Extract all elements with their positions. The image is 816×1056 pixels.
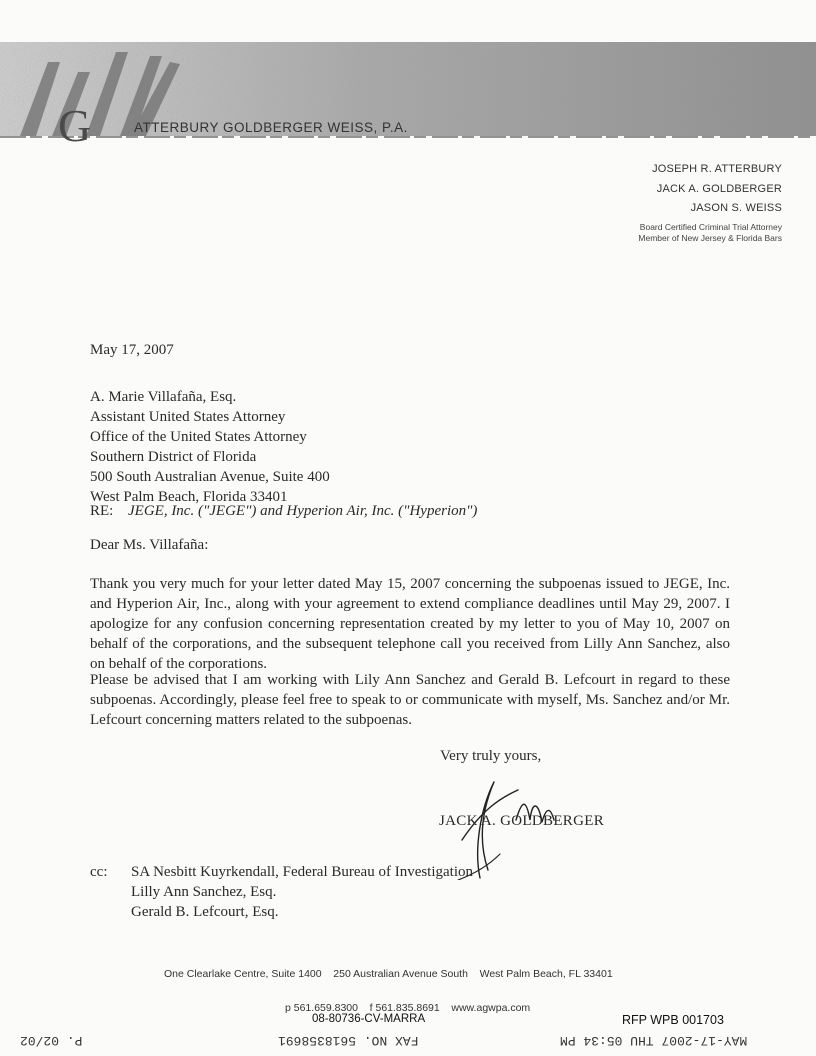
cc-label: cc: xyxy=(90,864,108,880)
credential-notes xyxy=(638,222,782,244)
fax-timestamp: MAY-17-2007 THU 05:34 PM xyxy=(560,1033,748,1048)
recipient-street: 500 South Australian Avenue, Suite 400 xyxy=(90,469,330,485)
recipient-district: Southern District of Florida xyxy=(90,449,257,465)
partner-list xyxy=(652,160,782,219)
subject-text: JEGE, Inc. ("JEGE") and Hyperion Air, Inc. ("Hyperion") xyxy=(128,503,478,519)
letter-date: May 17, 2007 xyxy=(90,342,174,358)
salutation: Dear Ms. Villafaña: xyxy=(90,537,209,553)
bates-page-id: RFP WPB 001703 xyxy=(622,1013,724,1027)
partner-name: JASON S. WEISS xyxy=(690,202,782,214)
cc-list xyxy=(90,862,473,922)
credential-note: Member of New Jersey & Florida Bars xyxy=(638,233,782,243)
letterhead-banner xyxy=(0,42,816,150)
subject-line xyxy=(90,501,730,521)
footer-contact: p 561.659.8300 f 561.835.8691 www.agwpa.com xyxy=(285,1002,531,1014)
recipient-address xyxy=(90,387,730,507)
partner-name: JOSEPH R. ATTERBURY xyxy=(652,163,782,175)
bates-case-number: 08-80736-CV-MARRA xyxy=(312,1013,426,1025)
body-paragraph-2: Please be advised that I am working with Lily Ann Sanchez and Gerald B. Lefcourt in regard to these subpoenas. Accordingly, please feel free to speak to or communicate with myself, Ms. Sanchez and/or Mr. Lefcourt concerning matters related to the subpoenas. xyxy=(90,672,730,728)
recipient-title: Assistant United States Attorney xyxy=(90,409,286,425)
cc-recipient: Gerald B. Lefcourt, Esq. xyxy=(131,904,279,920)
signer-name: JACK A. GOLDBERGER xyxy=(439,813,604,829)
fax-page-count: P. 02/02 xyxy=(20,1033,83,1048)
recipient-city: West Palm Beach, Florida 33401 xyxy=(90,489,288,505)
firm-name: ATTERBURY GOLDBERGER WEISS, P.A. xyxy=(134,120,408,135)
subject-label: RE: xyxy=(90,503,114,519)
closing: Very truly yours, xyxy=(440,748,542,764)
footer-address: One Clearlake Centre, Suite 1400 250 Australian Avenue South West Palm Beach, FL 33401 xyxy=(164,968,613,980)
body-paragraph-1: Thank you very much for your letter dated May 15, 2007 concerning the subpoenas issued to JEGE, Inc. and Hyperion Air, Inc., along with your agreement to extend compliance deadlines until May 29, 2007. I apologize for any confusion concerning representation created by my letter to you of May 10, 2007 on behalf of the corporations, and the subsequent telephone call you received from Lilly Ann Sanchez, also on behalf of the corporations. xyxy=(90,576,730,672)
cc-recipient: SA Nesbitt Kuyrkendall, Federal Bureau of Investigation xyxy=(131,864,474,880)
cc-recipient: Lilly Ann Sanchez, Esq. xyxy=(131,884,277,900)
recipient-name: A. Marie Villafaña, Esq. xyxy=(90,389,237,405)
svg-text:G: G xyxy=(58,100,92,150)
recipient-office: Office of the United States Attorney xyxy=(90,429,307,445)
fax-number: FAX NO. 5618358691 xyxy=(278,1033,419,1048)
partner-name: JACK A. GOLDBERGER xyxy=(656,182,782,195)
credential-note: Board Certified Criminal Trial Attorney xyxy=(639,222,782,232)
